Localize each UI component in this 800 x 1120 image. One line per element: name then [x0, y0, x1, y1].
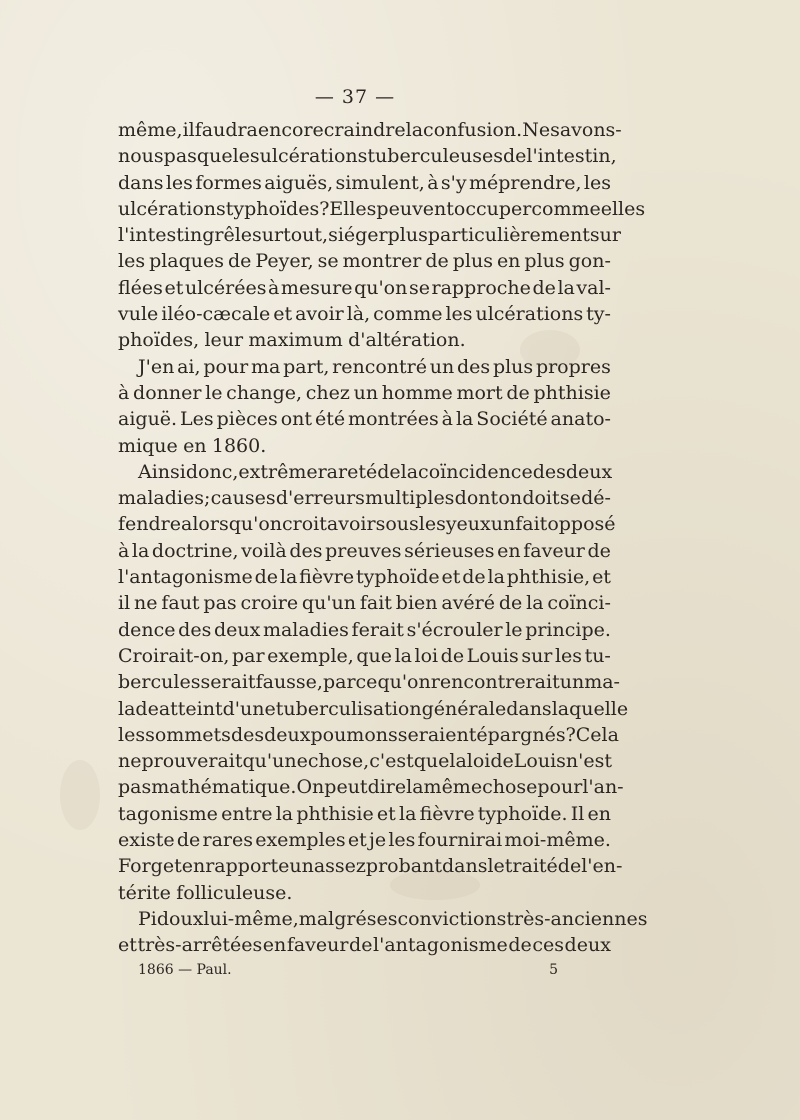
text-line: ne prouverait qu'une chose, c'est que la loi de Louis n'est	[118, 750, 613, 773]
text-line: pas mathématique. On peut dire la même chose pour l'an-	[118, 776, 624, 799]
text-line: à donner le change, chez un homme mort de phthisie	[118, 381, 611, 404]
page-number: — 37 —	[314, 86, 396, 108]
paper-stain	[60, 760, 100, 830]
text-line: existe de rares exemples et je les fournirai moi-même.	[118, 829, 611, 852]
text-line: flées et ulcérées à mesure qu'on se rapproche de la val-	[118, 276, 611, 299]
text-line: fendre alors qu'on croit avoir sous les yeux un fait opposé	[118, 513, 616, 536]
text-line: les plaques de Peyer, se montrer de plus en plus gon-	[118, 250, 611, 273]
text-line: bercules serait fausse, parce qu'on rencontrerait un ma-	[118, 671, 620, 694]
text-line: Ainsi donc, extrême rareté de la coïncidence des deux	[138, 460, 613, 483]
text-line: l'antagonisme de la fièvre typhoïde et de la phthisie, et	[118, 566, 611, 589]
text-line: il ne faut pas croire qu'un fait bien avéré de la coïnci-	[118, 592, 611, 615]
text-line: et très-arrêtées en faveur de l'antagonisme de ces deux	[118, 934, 611, 957]
text-line: vule iléo-cæcale et avoir là, comme les ulcérations ty-	[118, 303, 611, 326]
text-line: térite folliculeuse.	[118, 881, 293, 904]
text-line: Pidoux lui-même, malgré ses convictions très-anciennes	[138, 907, 648, 930]
text-line: lade atteint d'une tuberculisation générale dans laquelle	[118, 697, 629, 720]
text-line: les sommets des deux poumons seraient épargnés? Cela	[118, 723, 619, 746]
body-text	[118, 117, 648, 959]
text-line: même, il faudra encore craindre la confusion. Ne savons-	[118, 119, 622, 141]
text-line: tagonisme entre la phthisie et la fièvre typhoïde. Il en	[118, 802, 611, 825]
text-line: phoïdes, leur maximum d'altération.	[118, 329, 466, 352]
text-line: dence des deux maladies ferait s'écrouler le principe.	[118, 618, 611, 641]
text-line: l'intestin grêle surtout, siéger plus particulièrement sur	[118, 224, 621, 247]
text-line: à la doctrine, voilà des preuves sérieuses en faveur de	[118, 539, 611, 562]
text-line: Croirait-on, par exemple, que la loi de Louis sur les tu-	[118, 644, 611, 667]
page-footer	[138, 962, 558, 978]
text-line: mique en 1860.	[118, 434, 267, 457]
text-line: aiguë. Les pièces ont été montrées à la Société anato-	[118, 408, 611, 431]
text-line: Forget en rapporte un assez probant dans le traité de l'en-	[118, 855, 623, 878]
text-line: ulcérations typhoïdes? Elles peuvent occuper comme elles	[118, 197, 646, 220]
text-line: dans les formes aiguës, simulent, à s'y méprendre, les	[118, 171, 611, 194]
footer-signature: 1866 — Paul.	[138, 962, 232, 978]
text-line: nous pas que les ulcérations tuberculeuses de l'intestin,	[118, 145, 617, 168]
text-line: J'en ai, pour ma part, rencontré un des plus propres	[138, 355, 611, 378]
footer-sheet-number: 5	[549, 962, 558, 978]
text-line: maladies; causes d'erreurs multiples dont on doit se dé-	[118, 487, 611, 510]
